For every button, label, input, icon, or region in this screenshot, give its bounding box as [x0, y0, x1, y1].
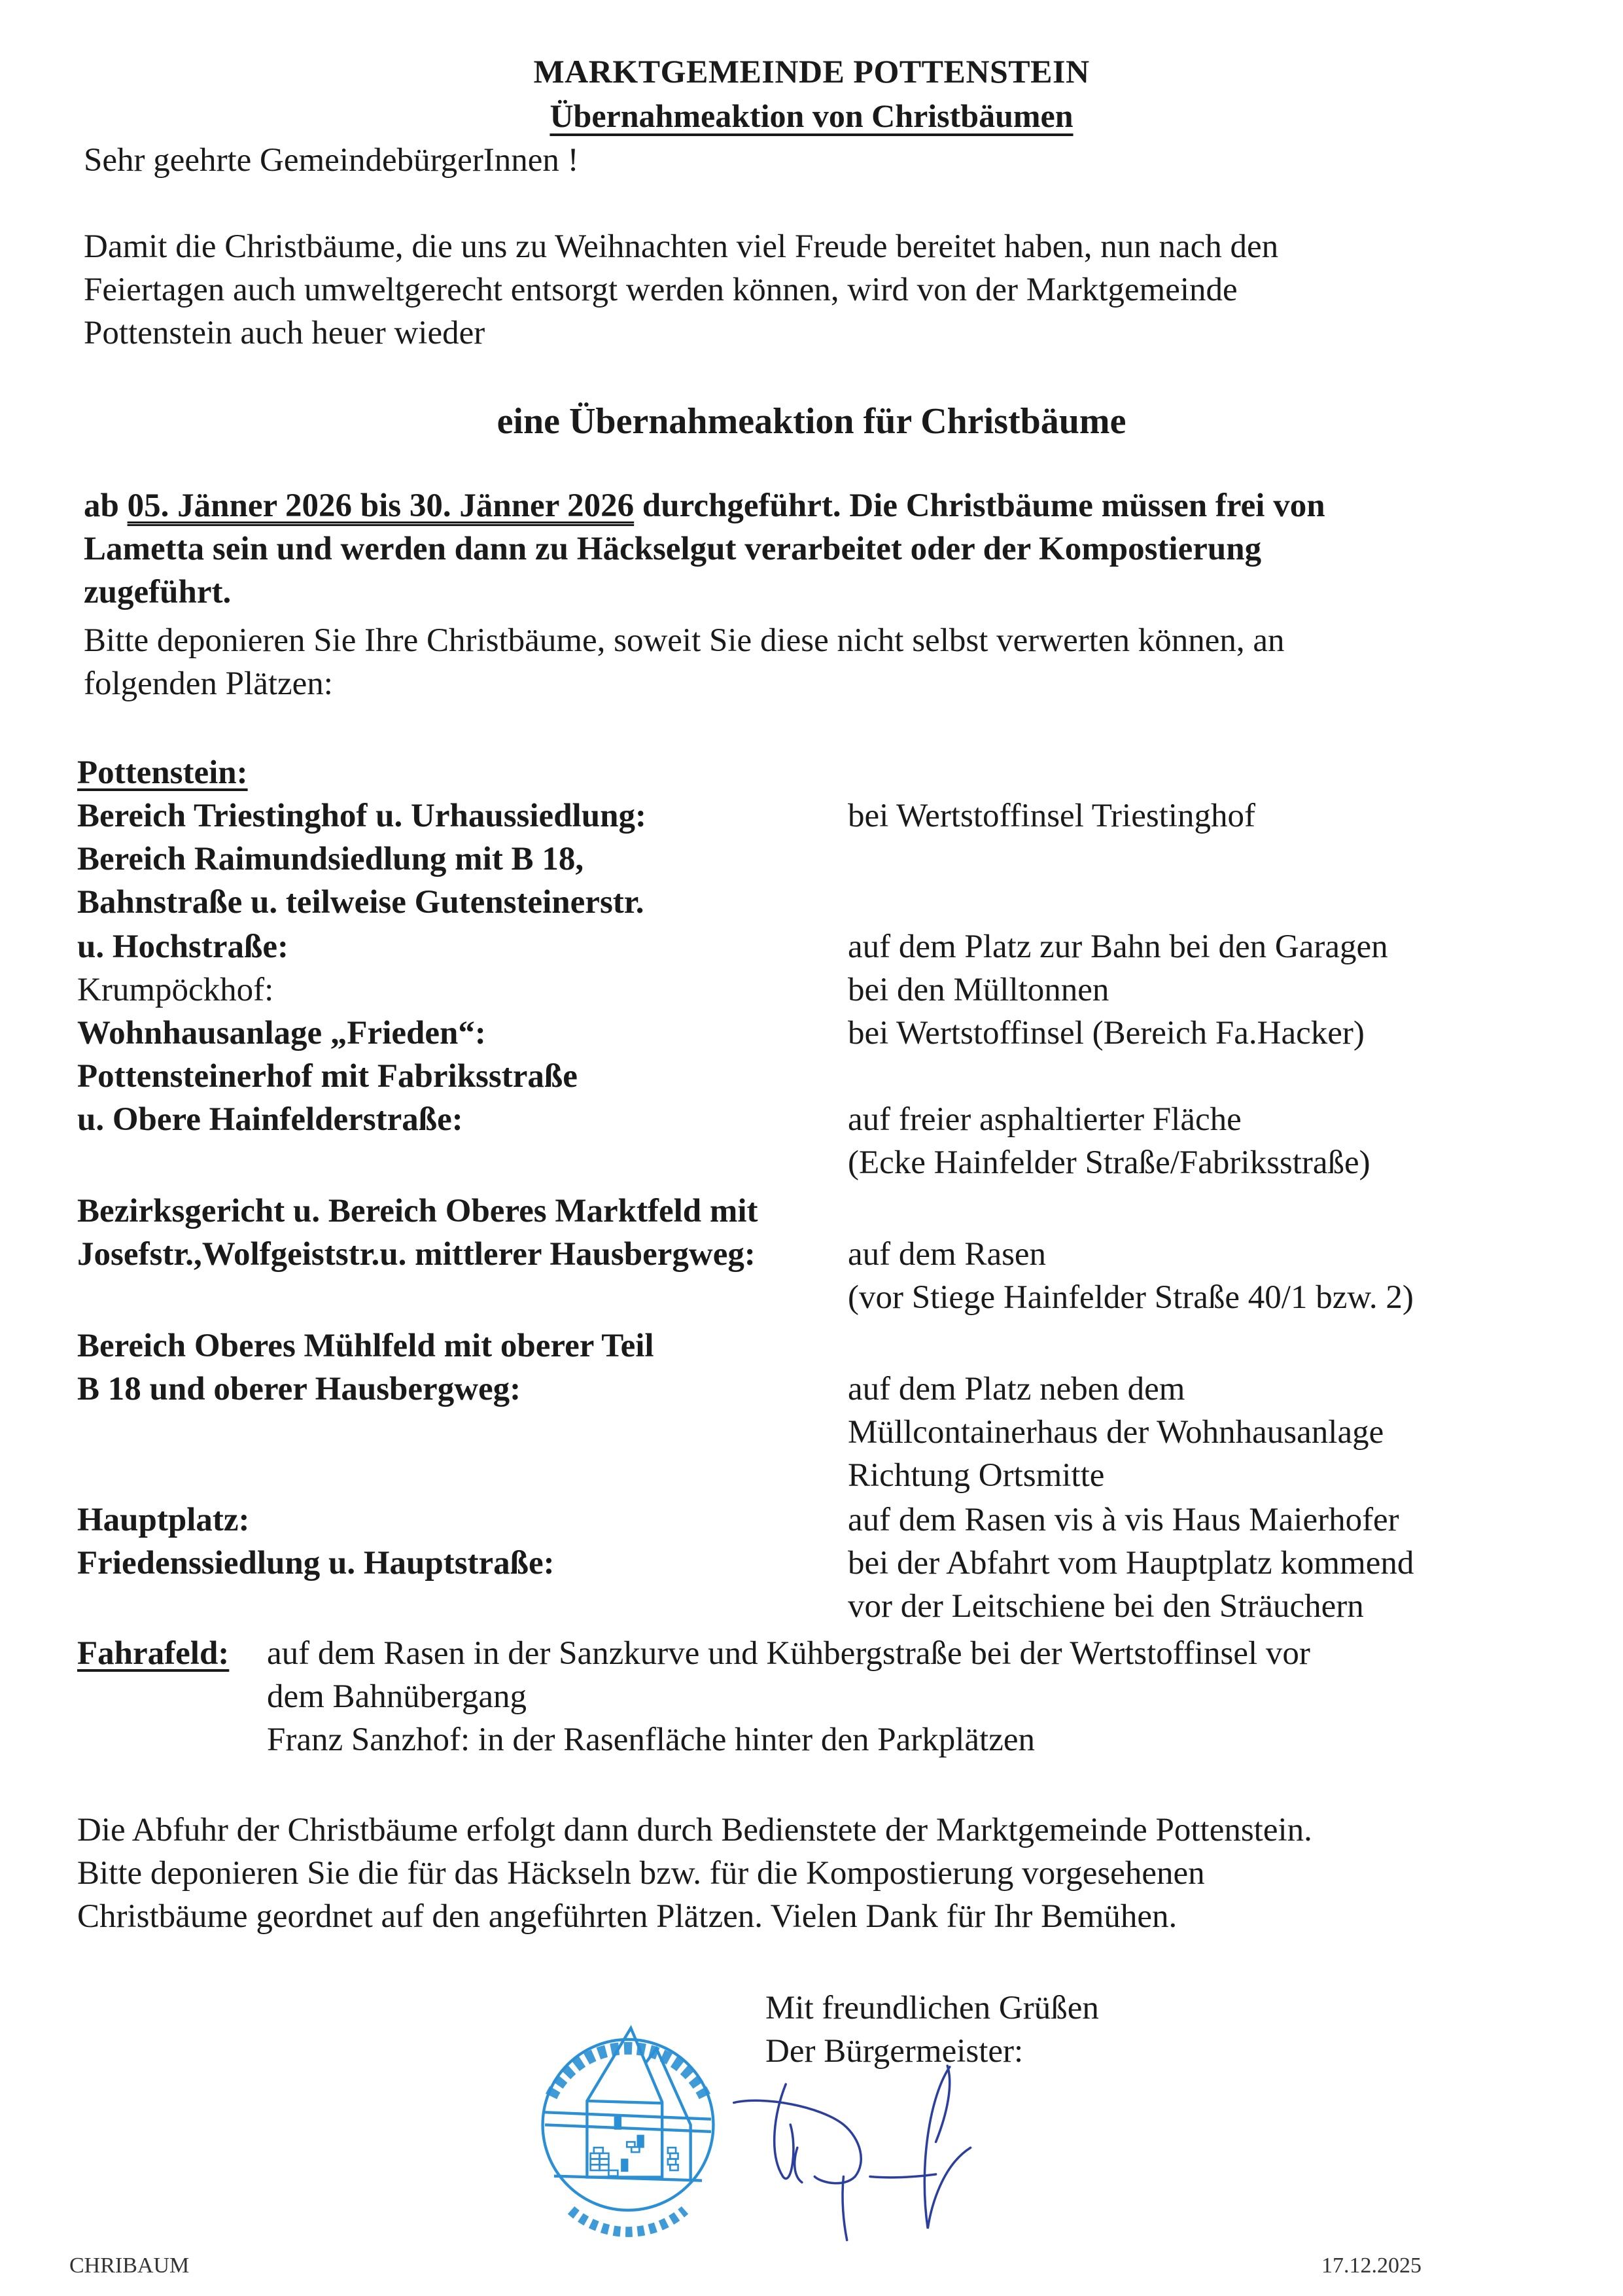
- location-value: Müllcontainerhaus der Wohnhausanlage: [848, 1414, 1384, 1451]
- location-label: u. Obere Hainfelderstraße:: [77, 1101, 463, 1138]
- intro-line: Pottenstein auch heuer wieder: [84, 315, 485, 351]
- org-title: MARKTGEMEINDE POTTENSTEIN: [533, 53, 1090, 90]
- location-value: auf dem Platz zur Bahn bei den Garagen: [848, 928, 1388, 965]
- location-value: bei Wertstoffinsel Triestinghof: [848, 798, 1256, 834]
- location-value: auf dem Platz neben dem: [848, 1371, 1185, 1407]
- location-label: Bereich Oberes Mühlfeld mit oberer Teil: [77, 1328, 654, 1364]
- location-label: Friedenssiedlung u. Hauptstraße:: [77, 1545, 555, 1581]
- intro-line: Feiertagen auch umweltgerecht entsorgt werden können, wird von der Marktgemeinde: [84, 272, 1238, 308]
- footer-code: CHRIBAUM: [69, 2253, 190, 2278]
- period-prefix: ab: [84, 487, 119, 524]
- fahrafeld-label: Fahrafeld:: [77, 1635, 230, 1672]
- subject-title: Übernahmeaktion von Christbäumen: [550, 97, 1073, 134]
- subject-wrap: [0, 97, 1623, 135]
- location-label: B 18 und oberer Hausbergweg:: [77, 1371, 521, 1407]
- location-value: (vor Stiege Hainfelder Straße 40/1 bzw. 2): [848, 1279, 1414, 1316]
- salutation: Sehr geehrte GemeindebürgerInnen !: [84, 142, 579, 179]
- footer-date: 17.12.2025: [1321, 2253, 1422, 2278]
- period-rest: durchgeführt. Die Christbäume müssen frei von: [642, 487, 1325, 524]
- signature: [720, 2061, 1060, 2257]
- location-label: Bereich Triestinghof u. Urhaussiedlung:: [77, 798, 646, 834]
- period-range: 05. Jänner 2026 bis 30. Jänner 2026: [127, 487, 635, 524]
- location-value: auf freier asphaltierter Fläche: [848, 1101, 1242, 1138]
- fahrafeld-line: dem Bahnübergang: [267, 1678, 527, 1715]
- location-value: bei Wertstoffinsel (Bereich Fa.Hacker): [848, 1015, 1365, 1051]
- location-label: Bereich Raimundsiedlung mit B 18,: [77, 841, 584, 877]
- stamp-emblem: [543, 2028, 714, 2232]
- location-value: vor der Leitschiene bei den Sträuchern: [848, 1588, 1364, 1625]
- instruction-line: Bitte deponieren Sie Ihre Christbäume, soweit Sie diese nicht selbst verwerten können, an: [84, 622, 1285, 659]
- location-value: auf dem Rasen vis à vis Haus Maierhofer: [848, 1502, 1399, 1538]
- fahrafeld-line: auf dem Rasen in der Sanzkurve und Kühbergstraße bei der Wertstoffinsel vor: [267, 1635, 1310, 1672]
- location-label: Josefstr.,Wolfgeiststr.u. mittlerer Hausbergweg:: [77, 1236, 756, 1273]
- instruction-line: folgenden Plätzen:: [84, 665, 333, 702]
- stamp-bottom-lettering: [571, 2210, 685, 2232]
- location-label: Pottensteinerhof mit Fabriksstraße: [77, 1058, 578, 1095]
- location-value: bei den Mülltonnen: [848, 972, 1109, 1008]
- location-label: Wohnhausanlage „Frieden“:: [77, 1015, 486, 1051]
- closing-line: Die Abfuhr der Christbäume erfolgt dann durch Bedienstete der Marktgemeinde Pottenstein.: [77, 1812, 1312, 1848]
- closing-line: Bitte deponieren Sie die für das Häckseln bzw. für die Kompostierung vorgesehenen: [77, 1855, 1205, 1892]
- locations-section-title: Pottenstein:: [77, 754, 248, 791]
- location-value: bei der Abfahrt vom Hauptplatz kommend: [848, 1545, 1414, 1581]
- period-line: Lametta sein und werden dann zu Häckselgut verarbeitet oder der Kompostierung: [84, 531, 1262, 567]
- location-value: Richtung Ortsmitte: [848, 1457, 1105, 1494]
- location-label: Bezirksgericht u. Bereich Oberes Marktfeld mit: [77, 1193, 758, 1229]
- location-label: u. Hochstraße:: [77, 928, 288, 965]
- location-label: Hauptplatz:: [77, 1502, 250, 1538]
- intro-line: Damit die Christbäume, die uns zu Weihnachten viel Freude bereitet haben, nun nach den: [84, 228, 1279, 265]
- highlight-heading: eine Übernahmeaktion für Christbäume: [497, 401, 1126, 442]
- signoff-greeting: Mit freundlichen Grüßen: [765, 1990, 1099, 2026]
- location-label: Krumpöckhof:: [77, 972, 274, 1008]
- closing-line: Christbäume geordnet auf den angeführten Plätzen. Vielen Dank für Ihr Bemühen.: [77, 1898, 1178, 1935]
- location-value: auf dem Rasen: [848, 1236, 1047, 1273]
- location-value: (Ecke Hainfelder Straße/Fabriksstraße): [848, 1144, 1370, 1181]
- fahrafeld-line: Franz Sanzhof: in der Rasenfläche hinter den Parkplätzen: [267, 1722, 1035, 1758]
- period-line: [84, 484, 1325, 527]
- location-label: Bahnstraße u. teilweise Gutensteinerstr.: [77, 884, 644, 921]
- stamp-top-lettering: [551, 2048, 705, 2096]
- signoff-title: Der Bürgermeister:: [765, 2033, 1024, 2070]
- period-line: zugeführt.: [84, 574, 232, 610]
